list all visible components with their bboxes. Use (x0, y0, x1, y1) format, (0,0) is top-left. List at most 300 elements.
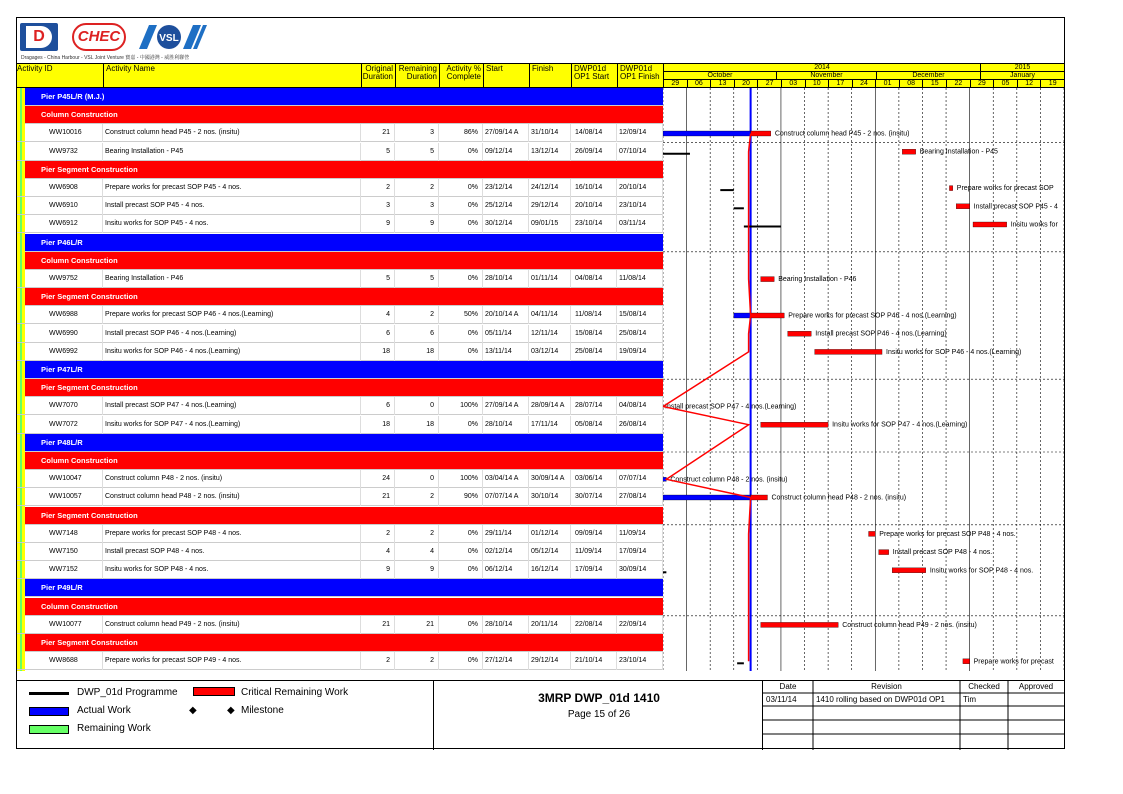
year-label: 2014 (663, 64, 980, 72)
activity-row (17, 343, 663, 361)
wbs-subgroup-row (25, 452, 663, 470)
activity-row (17, 561, 663, 579)
finish-date: 17/11/14 (529, 416, 571, 434)
month-label: November (776, 72, 876, 80)
op1-start-date: 21/10/14 (571, 652, 617, 670)
activity-row (17, 124, 663, 142)
activity-id: WW7152 (25, 561, 103, 579)
header-remaining-duration: Remaining Duration (395, 64, 439, 88)
activity-name: Prepare works for precast SOP P49 - 4 nos. (103, 652, 361, 670)
group-title: Pier Segment Construction (41, 292, 138, 302)
gantt-bar-label: Bearing Installation - P46 (778, 276, 857, 284)
critical-bar (892, 568, 926, 573)
original-duration: 18 (361, 343, 395, 361)
gantt-bar-label: Bearing Installation - P45 (919, 148, 998, 156)
group-title: Pier P47L/R (41, 365, 83, 374)
wbs-group-row (25, 234, 663, 252)
wbs-subgroup-row (25, 507, 663, 525)
critical-bar (956, 204, 969, 209)
op1-finish-date: 26/08/14 (617, 416, 663, 434)
op1-start-date: 11/09/14 (571, 543, 617, 561)
op1-finish-date: 17/09/14 (617, 543, 663, 561)
rev-date: 03/11/14 (766, 695, 797, 704)
finish-date: 30/09/14 A (529, 470, 571, 488)
milestone-icon: ◆ (189, 705, 197, 716)
activity-name: Prepare works for precast SOP P48 - 4 nos. (103, 525, 361, 543)
op1-start-date: 20/10/14 (571, 197, 617, 215)
group-title: Column Construction (41, 456, 118, 465)
finish-date: 29/12/14 (529, 197, 571, 215)
header-activity-id: Activity ID (17, 64, 53, 73)
header-activity-name: Activity Name (103, 64, 361, 88)
activity-complete: 0% (439, 616, 483, 634)
activity-name: Bearing Installation - P46 (103, 270, 361, 288)
legend-programme: DWP_01d Programme (77, 687, 178, 698)
activity-name: Bearing Installation - P45 (103, 143, 361, 161)
activity-id: WW6908 (25, 179, 103, 197)
original-duration: 4 (361, 543, 395, 561)
finish-date: 09/01/15 (529, 215, 571, 233)
critical-bar (751, 495, 768, 500)
activity-id: WW8688 (25, 652, 103, 670)
critical-bar (879, 550, 889, 555)
rev-header-approved: Approved (1018, 682, 1054, 691)
activity-name: Insitu works for SOP P47 - 4 nos.(Learning) (103, 416, 361, 434)
month-label: December (876, 72, 980, 80)
wbs-subgroup-row (25, 598, 663, 616)
activity-complete: 0% (439, 416, 483, 434)
activity-complete: 0% (439, 325, 483, 343)
rev-checked: Tim (963, 695, 977, 704)
finish-date: 24/12/14 (529, 179, 571, 197)
start-date: 25/12/14 (483, 197, 529, 215)
month-label: October (663, 72, 776, 80)
activity-complete: 100% (439, 397, 483, 415)
original-duration: 21 (361, 124, 395, 142)
activity-row (17, 215, 663, 233)
start-date: 09/12/14 (483, 143, 529, 161)
op1-start-date: 28/07/14 (571, 397, 617, 415)
rev-header-revision: Revision (871, 682, 902, 691)
remaining-duration: 9 (395, 215, 439, 233)
page-number: Page 15 of 26 (567, 709, 631, 720)
header-op1-finish: DWP01d OP1 Finish (617, 64, 663, 88)
week-label: 01 (875, 80, 899, 88)
critical-bar (963, 659, 970, 664)
group-title: Pier P45L/R (M.J.) (41, 92, 105, 101)
op1-finish-date: 03/11/14 (617, 215, 663, 233)
chec-logo: CHEC (72, 23, 126, 51)
activity-name: Prepare works for precast SOP P46 - 4 nos.(Learning) (103, 306, 361, 324)
activity-id: WW6988 (25, 306, 103, 324)
op1-start-date: 03/06/14 (571, 470, 617, 488)
week-label: 17 (828, 80, 852, 88)
timeline-header (663, 64, 1064, 88)
gantt-bar-label: Prepare works for precast (973, 658, 1054, 666)
week-label: 08 (899, 80, 923, 88)
activity-id: WW6912 (25, 215, 103, 233)
op1-start-date: 04/08/14 (571, 270, 617, 288)
original-duration: 24 (361, 470, 395, 488)
activity-complete: 0% (439, 652, 483, 670)
week-label: 22 (946, 80, 970, 88)
start-date: 27/09/14 A (483, 397, 529, 415)
rev-description: 1410 rolling based on DWP01d OP1 (816, 695, 945, 704)
original-duration: 3 (361, 197, 395, 215)
legend-actual: Actual Work (77, 705, 131, 716)
op1-finish-date: 04/08/14 (617, 397, 663, 415)
start-date: 03/04/14 A (483, 470, 529, 488)
gantt-bar-label: Prepare works for precast SOP P46 - 4 nos.(Learning) (788, 312, 957, 320)
activity-name: Install precast SOP P45 - 4 nos. (103, 197, 361, 215)
op1-finish-date: 23/10/14 (617, 197, 663, 215)
rev-header-date: Date (779, 682, 797, 691)
week-label: 06 (687, 80, 711, 88)
remaining-duration: 0 (395, 470, 439, 488)
start-date: 07/07/14 A (483, 488, 529, 506)
header-finish: Finish (529, 64, 571, 88)
op1-finish-date: 25/08/14 (617, 325, 663, 343)
week-label: 03 (781, 80, 805, 88)
activity-id: WW7148 (25, 525, 103, 543)
start-date: 23/12/14 (483, 179, 529, 197)
finish-date: 20/11/14 (529, 616, 571, 634)
group-title: Pier Segment Construction (41, 383, 138, 393)
week-label: 10 (805, 80, 829, 88)
gantt-bar-label: Prepare works for precast SOP (956, 185, 1054, 193)
op1-finish-date: 19/09/14 (617, 343, 663, 361)
original-duration: 21 (361, 488, 395, 506)
start-date: 20/10/14 A (483, 306, 529, 324)
wbs-subgroup-row (25, 106, 663, 124)
remaining-duration: 6 (395, 325, 439, 343)
wbs-group-row (25, 434, 663, 452)
finish-date: 04/11/14 (529, 306, 571, 324)
activity-row (17, 470, 663, 488)
activity-name: Insitu works for SOP P48 - 4 nos. (103, 561, 361, 579)
op1-finish-date: 11/09/14 (617, 525, 663, 543)
activity-complete: 0% (439, 525, 483, 543)
wbs-group-row (25, 88, 663, 106)
activity-id: WW10047 (25, 470, 103, 488)
finish-date: 29/12/14 (529, 652, 571, 670)
gantt-bar-label: Construct column head P48 - 2 nos. (insitu) (771, 494, 907, 502)
wbs-group-row (25, 361, 663, 379)
gantt-bar-label: Insitu works for SOP P47 - 4 nos.(Learning) (832, 421, 968, 429)
header-start: Start (483, 64, 529, 88)
group-title: Pier P48L/R (41, 437, 83, 447)
activity-name: Insitu works for SOP P45 - 4 nos. (103, 215, 361, 233)
remaining-swatch (29, 725, 69, 734)
remaining-duration: 2 (395, 488, 439, 506)
op1-start-date: 05/08/14 (571, 416, 617, 434)
gantt-bar-label: Construct column P48 - 2 nos. (insitu) (670, 476, 788, 484)
group-title: Pier Segment Construction (41, 510, 138, 520)
original-duration: 21 (361, 616, 395, 634)
critical-bar (973, 222, 1007, 227)
revision-table (763, 681, 1064, 750)
svg-text:VSL: VSL (159, 33, 179, 44)
start-date: 27/12/14 (483, 652, 529, 670)
remaining-duration: 9 (395, 561, 439, 579)
op1-start-date: 15/08/14 (571, 325, 617, 343)
activity-complete: 0% (439, 270, 483, 288)
activity-id: WW6990 (25, 325, 103, 343)
original-duration: 5 (361, 270, 395, 288)
critical-bar (902, 149, 915, 154)
original-duration: 5 (361, 143, 395, 161)
activity-row (17, 616, 663, 634)
gantt-bar-label: Install precast SOP P46 - 4 nos.(Learning) (815, 330, 947, 338)
op1-start-date: 23/10/14 (571, 215, 617, 233)
finish-date: 31/10/14 (529, 124, 571, 142)
wbs-subgroup-row (25, 161, 663, 179)
op1-start-date: 25/08/14 (571, 343, 617, 361)
activity-complete: 0% (439, 343, 483, 361)
critical-bar (761, 422, 828, 427)
remaining-duration: 0 (395, 397, 439, 415)
vsl-logo (135, 23, 207, 51)
table-header (17, 63, 1064, 88)
remaining-duration: 2 (395, 179, 439, 197)
finish-date: 28/09/14 A (529, 397, 571, 415)
activity-id: WW6992 (25, 343, 103, 361)
start-date: 13/11/14 (483, 343, 529, 361)
op1-finish-date: 27/08/14 (617, 488, 663, 506)
activity-row (17, 143, 663, 161)
activity-name: Install precast SOP P47 - 4 nos.(Learning) (103, 397, 361, 415)
start-date: 27/09/14 A (483, 124, 529, 142)
rev-header-checked: Checked (968, 682, 1000, 691)
op1-finish-date: 30/09/14 (617, 561, 663, 579)
op1-start-date: 09/09/14 (571, 525, 617, 543)
remaining-duration: 5 (395, 270, 439, 288)
op1-start-date: 11/08/14 (571, 306, 617, 324)
wbs-group-row (25, 579, 663, 597)
actual-bar (663, 131, 751, 136)
activity-complete: 0% (439, 215, 483, 233)
activity-row (17, 525, 663, 543)
activity-row (17, 179, 663, 197)
activity-row (17, 270, 663, 288)
gantt-bar-label: Insitu works for (1010, 221, 1058, 229)
schedule-page (16, 17, 1065, 749)
wbs-subgroup-row (25, 288, 663, 306)
header-activity-complete: Activity % Complete (439, 64, 483, 88)
activity-id: WW10016 (25, 124, 103, 142)
original-duration: 2 (361, 652, 395, 670)
original-duration: 18 (361, 416, 395, 434)
legend-critical: Critical Remaining Work (241, 687, 349, 698)
op1-start-date: 26/09/14 (571, 143, 617, 161)
activity-complete: 0% (439, 143, 483, 161)
wbs-subgroup-row (25, 379, 663, 397)
start-date: 30/12/14 (483, 215, 529, 233)
start-date: 28/10/14 (483, 416, 529, 434)
group-title: Pier P46L/R (41, 237, 83, 247)
critical-bar (869, 531, 876, 536)
activity-name: Construct column head P48 - 2 nos. (insitu) (103, 488, 361, 506)
group-title: Pier Segment Construction (41, 164, 138, 174)
remaining-duration: 21 (395, 616, 439, 634)
remaining-duration: 2 (395, 525, 439, 543)
actual-bar (734, 313, 751, 318)
start-date: 28/10/14 (483, 616, 529, 634)
finish-date: 12/11/14 (529, 325, 571, 343)
finish-date: 05/12/14 (529, 543, 571, 561)
year-label: 2015 (980, 64, 1064, 72)
document-title: 3MRP DWP_01d 1410 (538, 691, 660, 705)
programme-swatch (29, 692, 69, 695)
header-op1-start: DWP01d OP1 Start (571, 64, 617, 88)
gantt-bar-label: Install precast SOP P45 - 4 (973, 203, 1058, 211)
op1-start-date: 30/07/14 (571, 488, 617, 506)
gantt-bar-label: Construct column head P45 - 2 nos. (insitu) (774, 130, 910, 138)
activity-name: Prepare works for precast SOP P45 - 4 nos. (103, 179, 361, 197)
company-logos (17, 18, 1064, 63)
progress-line (663, 134, 751, 662)
activity-complete: 0% (439, 197, 483, 215)
op1-finish-date: 11/08/14 (617, 270, 663, 288)
activity-id: WW10077 (25, 616, 103, 634)
wbs-subgroup-row (25, 252, 663, 270)
start-date: 02/12/14 (483, 543, 529, 561)
op1-finish-date: 22/09/14 (617, 616, 663, 634)
op1-finish-date: 07/07/14 (617, 470, 663, 488)
wbs-subgroup-row (25, 634, 663, 652)
original-duration: 6 (361, 397, 395, 415)
week-label: 19 (1040, 80, 1064, 88)
gantt-bar-label: Prepare works for precast SOP P48 - 4 nos. (879, 530, 1016, 538)
original-duration: 6 (361, 325, 395, 343)
activity-id: WW7072 (25, 416, 103, 434)
op1-finish-date: 07/10/14 (617, 143, 663, 161)
original-duration: 2 (361, 525, 395, 543)
activity-id: WW7150 (25, 543, 103, 561)
original-duration: 2 (361, 179, 395, 197)
gantt-chart (663, 88, 1064, 671)
original-duration: 9 (361, 215, 395, 233)
legend-footer (17, 680, 1064, 749)
week-label: 12 (1017, 80, 1041, 88)
remaining-duration: 2 (395, 306, 439, 324)
week-label: 13 (710, 80, 734, 88)
op1-finish-date: 12/09/14 (617, 124, 663, 142)
week-label: 27 (757, 80, 781, 88)
week-label: 29 (970, 80, 994, 88)
activity-name: Construct column head P45 - 2 nos. (insitu) (103, 124, 361, 142)
critical-bar (761, 622, 839, 627)
activity-row (17, 652, 663, 670)
activity-complete: 86% (439, 124, 483, 142)
activity-name: Install precast SOP P46 - 4 nos.(Learning) (103, 325, 361, 343)
finish-date: 01/12/14 (529, 525, 571, 543)
original-duration: 9 (361, 561, 395, 579)
logo-caption: Dragages - China Harbour - VSL Joint Venture 寶嘉 - 中國港灣 - 威胜利聯營 (21, 55, 190, 61)
activity-name: Construct column head P49 - 2 nos. (insitu) (103, 616, 361, 634)
remaining-duration: 5 (395, 143, 439, 161)
group-title: Column Construction (41, 255, 118, 265)
op1-start-date: 16/10/14 (571, 179, 617, 197)
critical-bar (751, 313, 785, 318)
activity-complete: 100% (439, 470, 483, 488)
remaining-duration: 3 (395, 197, 439, 215)
op1-start-date: 14/08/14 (571, 124, 617, 142)
actual-swatch (29, 707, 69, 716)
critical-swatch (193, 687, 235, 696)
activity-row (17, 325, 663, 343)
finish-date: 01/11/14 (529, 270, 571, 288)
activity-name: Construct column P48 - 2 nos. (insitu) (103, 470, 361, 488)
remaining-duration: 3 (395, 124, 439, 142)
activity-row (17, 416, 663, 434)
remaining-duration: 4 (395, 543, 439, 561)
legend-remaining: Remaining Work (77, 723, 151, 734)
op1-finish-date: 15/08/14 (617, 306, 663, 324)
group-title: Column Construction (41, 110, 118, 120)
dragages-logo: D (20, 23, 58, 51)
activity-complete: 0% (439, 561, 483, 579)
header-original-duration: Original Duration (361, 64, 395, 88)
start-date: 29/11/14 (483, 525, 529, 543)
activity-complete: 90% (439, 488, 483, 506)
activity-name: Install precast SOP P48 - 4 nos. (103, 543, 361, 561)
week-label: 05 (993, 80, 1017, 88)
finish-date: 30/10/14 (529, 488, 571, 506)
gantt-bar-label: Insitu works for SOP P46 - 4 nos.(Learning) (886, 348, 1022, 356)
start-date: 28/10/14 (483, 270, 529, 288)
activity-id: WW9752 (25, 270, 103, 288)
week-label: 29 (663, 80, 687, 88)
critical-bar (751, 131, 771, 136)
remaining-duration: 18 (395, 416, 439, 434)
finish-date: 03/12/14 (529, 343, 571, 361)
finish-date: 16/12/14 (529, 561, 571, 579)
group-title: Pier P49L/R (41, 583, 83, 593)
activity-complete: 0% (439, 179, 483, 197)
title-block (433, 681, 763, 750)
actual-bar (663, 495, 751, 500)
activity-row (17, 397, 663, 415)
op1-finish-date: 20/10/14 (617, 179, 663, 197)
original-duration: 4 (361, 306, 395, 324)
activity-row (17, 306, 663, 324)
gantt-bar-label: Install precast SOP P48 - 4 nos. (892, 549, 993, 557)
activity-row (17, 197, 663, 215)
activity-complete: 0% (439, 543, 483, 561)
activity-id: WW7070 (25, 397, 103, 415)
finish-date: 13/12/14 (529, 143, 571, 161)
activity-id: WW10057 (25, 488, 103, 506)
activity-row (17, 543, 663, 561)
gantt-bar-label: Construct column head P49 - 2 nos. (insitu) (842, 621, 977, 629)
op1-start-date: 22/08/14 (571, 616, 617, 634)
week-label: 24 (852, 80, 876, 88)
start-date: 06/12/14 (483, 561, 529, 579)
activity-complete: 50% (439, 306, 483, 324)
critical-bar (788, 331, 812, 336)
critical-bar (761, 277, 774, 282)
week-label: 15 (922, 80, 946, 88)
activity-row (17, 488, 663, 506)
op1-start-date: 17/09/14 (571, 561, 617, 579)
activity-name: Insitu works for SOP P46 - 4 nos.(Learning) (103, 343, 361, 361)
op1-finish-date: 23/10/14 (617, 652, 663, 670)
remaining-duration: 18 (395, 343, 439, 361)
gantt-bar-label: Insitu works for SOP P48 - 4 nos. (929, 567, 1034, 575)
activity-id: WW6910 (25, 197, 103, 215)
week-label: 20 (734, 80, 758, 88)
